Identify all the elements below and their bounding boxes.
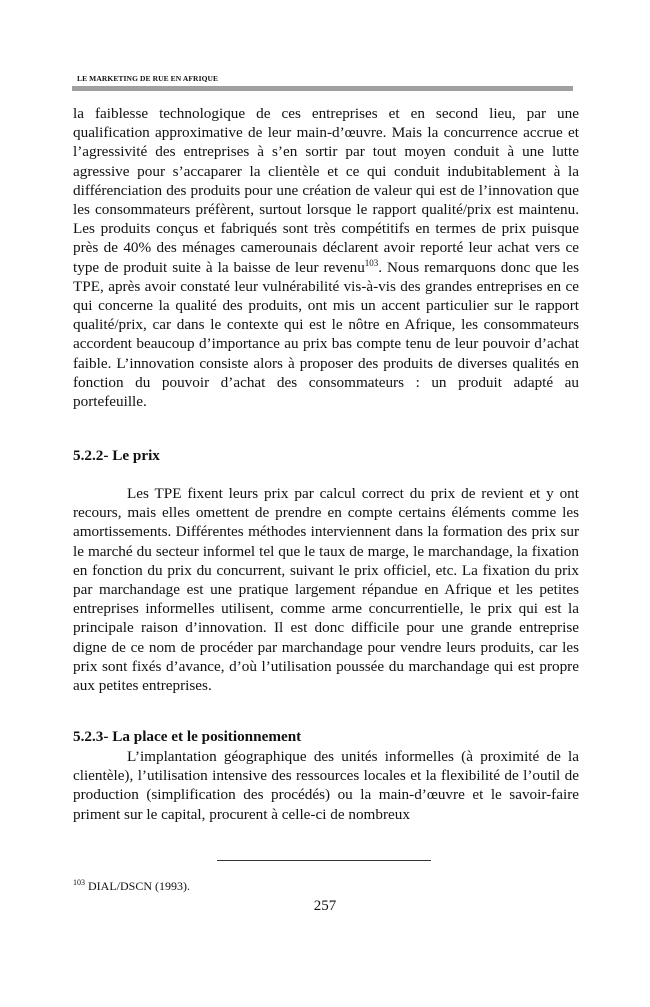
paragraph-text: L’implantation géographique des unités informelles (à proximité de la clientèle), l’utilisation intensive des ressources locales et la flexibilité de l’outil de production (simplification des procédés) ou la main-d’œuvre et le savoir-faire priment sur le capital, procurent à celle-ci de nombreux xyxy=(73,748,579,823)
footnote-reference[interactable]: 103 xyxy=(364,257,379,268)
section-heading-place: 5.2.3- La place et le positionnement xyxy=(73,728,302,745)
running-header: LE MARKETING DE RUE EN AFRIQUE xyxy=(77,74,219,83)
paragraph-text: Les TPE fixent leurs prix par calcul correct du prix de revient et y ont recours, mais elles omettent de prendre en compte certains éléments comme les amortissements. Différentes méthodes interviennent dans la formation des prix sur le marché du secteur informel tel que le taux de marge, le marchandage, la fixation en fonction du prix du concurrent, suivant le prix officiel, etc. La fixation du prix par marchandage est une pratique largement répandue en Afrique et les petites entreprises informelles utilisent, comme arme concurrentielle, le prix qui est la principale raison d’innovation. Il est donc difficile pour une grande entreprise digne de ce nom de procéder par marchandage pour vendre leurs produits, car les prix sont fixés d’avance, d’où l’utilisation poussée du marchandage qui est propre aux petites entreprises. xyxy=(73,485,579,695)
footnote-text: DIAL/DSCN (1993). xyxy=(85,879,190,893)
paragraph-text-part-1: la faiblesse technologique de ces entreprises et en second lieu, par une qualification approximative de leur main-d’œuvre. Mais la concurrence accrue et l’agressivité des entreprises à s’en sortir par tout moyen conduit à une lutte agressive pour s’accaparer la clientèle et ce qui conduit indubitablement à la différenciation des produits pour une création de valeur qui est de l’innovation que les consommateurs préfèrent, surtout lorsque le rapport qualité/prix est maintenu. Les produits conçus et fabriqués sont très compétitifs en termes de prix puisque près de 40% des ménages camerounais déclarent avoir reporté leur achat vers ce type de produit suite à la baisse de leur revenu xyxy=(73,105,579,276)
section-price-body xyxy=(73,484,579,695)
paragraph-continuation xyxy=(73,104,579,411)
header-rule xyxy=(72,86,573,91)
section-heading-price: 5.2.2- Le prix xyxy=(73,447,160,464)
footnote-separator xyxy=(217,860,431,861)
footnote-number: 103 xyxy=(73,878,85,887)
section-place-body xyxy=(73,747,579,824)
page-number: 257 xyxy=(313,898,337,914)
footnote xyxy=(73,879,190,894)
paragraph-text-part-2: . Nous remarquons donc que les TPE, après avoir constaté leur vulnérabilité vis-à-vis des grandes entreprises en ce qui concerne la qualité des produits, ont mis un accent particulier sur le rapport qualité/prix, car dans le contexte qui est le nôtre en Afrique, les consommateurs accordent beaucoup d’importance au prix bas compte tenu de leur pouvoir d’achat faible. L’innovation consiste alors à proposer des produits de diverses qualités en fonction du pouvoir d’achat des consommateurs : un produit adapté au portefeuille. xyxy=(73,258,579,411)
paragraph-text xyxy=(73,104,579,411)
